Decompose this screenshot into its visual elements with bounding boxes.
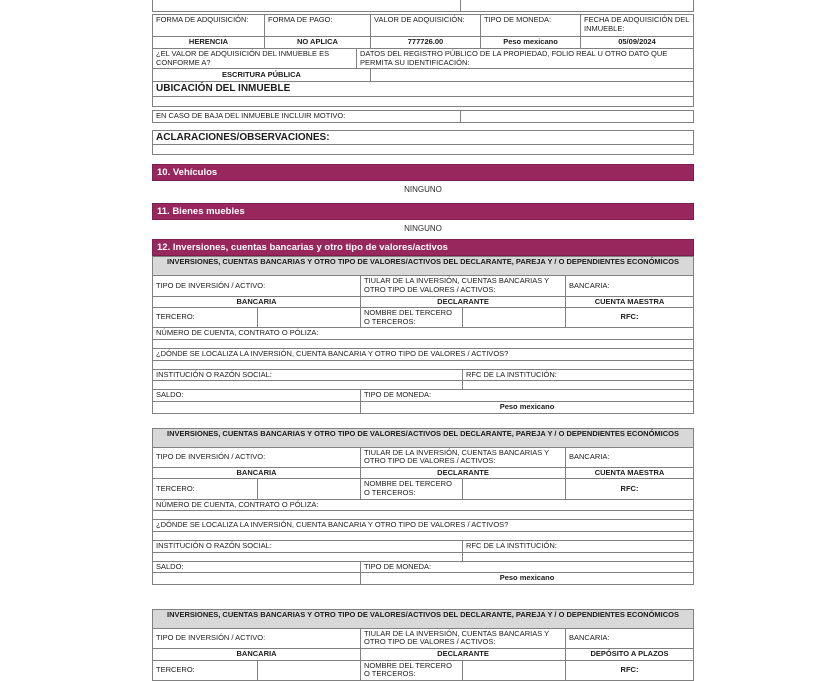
label-tipo-inversion: TIPO DE INVERSIÓN / ACTIVO: xyxy=(153,628,361,648)
value-tipo-inversion: BANCARIA xyxy=(153,649,361,661)
investment-block xyxy=(152,256,694,413)
label-tercero: TERCERO: xyxy=(153,479,258,499)
label-donde-localiza: ¿DÓNDE SE LOCALIZA LA INVERSIÓN, CUENTA BANCARIA Y OTRO TIPO DE VALORES / ACTIVOS? xyxy=(153,349,694,361)
value-titular: DECLARANTE xyxy=(361,296,566,308)
investment-header-table xyxy=(152,256,694,276)
label-saldo: SALDO: xyxy=(153,390,361,402)
label-bancaria: BANCARIA: xyxy=(566,447,694,467)
label-tipo-inversion: TIPO DE INVERSIÓN / ACTIVO: xyxy=(153,447,361,467)
label-institucion: INSTITUCIÓN O RAZÓN SOCIAL: xyxy=(153,369,463,381)
investment-balance-table xyxy=(152,561,694,585)
label-rfc-institucion: RFC DE LA INSTITUCIÓN: xyxy=(463,540,694,552)
label-nombre-tercero: NOMBRE DEL TERCERO O TERCEROS: xyxy=(361,479,463,499)
value-fecha-adquisicion: 05/09/2024 xyxy=(581,37,694,49)
label-rfc-institucion: RFC DE LA INSTITUCIÓN: xyxy=(463,369,694,381)
label-tercero: TERCERO: xyxy=(153,660,258,680)
top-partial-table xyxy=(152,0,694,12)
value-subtipo: DEPÓSITO A PLAZOS xyxy=(566,649,694,661)
investment-block xyxy=(152,609,694,681)
label-ubicacion-inmueble: UBICACIÓN DEL INMUEBLE xyxy=(153,82,694,97)
label-titular-inversion: TIULAR DE LA INVERSIÓN, CUENTAS BANCARIAS Y OTRO TIPO DE VALORES / ACTIVOS: xyxy=(361,276,566,296)
investment-block-header: INVERSIONES, CUENTAS BANCARIAS Y OTRO TIPO DE VALORES/ACTIVOS DEL DECLARANTE, PAREJA Y / O DEPENDIENTES ECONÓMICOS xyxy=(153,257,694,276)
investment-type-table xyxy=(152,275,694,308)
empty-cell xyxy=(463,479,566,499)
value-tipo-moneda: Peso mexicano xyxy=(481,37,581,49)
label-valor-conforme: ¿EL VALOR DE ADQUISICIÓN DEL INMUEBLE ES CONFORME A? xyxy=(153,49,357,69)
property-question-value-row xyxy=(152,68,694,82)
label-tipo-moneda: TIPO DE MONEDA: xyxy=(481,15,581,37)
label-forma-adquisicion: FORMA DE ADQUISICIÓN: xyxy=(153,15,265,37)
empty-cell xyxy=(258,308,361,328)
label-rfc: RFC: xyxy=(566,479,694,499)
empty-cell xyxy=(153,96,694,106)
investment-institution-table xyxy=(152,540,694,562)
section-bar-vehicles: 10. Vehículos xyxy=(152,164,694,181)
investment-header-table xyxy=(152,609,694,629)
label-tipo-inversion: TIPO DE INVERSIÓN / ACTIVO: xyxy=(153,276,361,296)
label-institucion: INSTITUCIÓN O RAZÓN SOCIAL: xyxy=(153,540,463,552)
empty-cell xyxy=(463,660,566,680)
label-saldo: SALDO: xyxy=(153,561,361,573)
value-forma-pago: NO APLICA xyxy=(265,37,371,49)
empty-cell xyxy=(461,0,694,12)
value-tipo-inversion: BANCARIA xyxy=(153,467,361,479)
investment-block-header: INVERSIONES, CUENTAS BANCARIAS Y OTRO TIPO DE VALORES/ACTIVOS DEL DECLARANTE, PAREJA Y / O DEPENDIENTES ECONÓMICOS xyxy=(153,428,694,447)
investment-type-table xyxy=(152,628,694,661)
property-location-header xyxy=(152,81,694,107)
investment-third-party-table xyxy=(152,307,694,328)
empty-cell xyxy=(258,479,361,499)
label-rfc: RFC: xyxy=(566,308,694,328)
value-titular: DECLARANTE xyxy=(361,467,566,479)
label-aclaraciones: ACLARACIONES/OBSERVACIONES: xyxy=(153,130,694,145)
label-registro-publico: DATOS DEL REGISTRO PÚBLICO DE LA PROPIEDAD, FOLIO REAL U OTRO DATO QUE PERMITA SU IDENTIFICACIÓN: xyxy=(357,49,694,69)
section-bar-investments: 12. Inversiones, cuentas bancarias y otro tipo de valores/activos xyxy=(152,239,694,256)
label-valor-adquisicion: VALOR DE ADQUISICIÓN: xyxy=(371,15,481,37)
empty-cell xyxy=(153,573,361,585)
investment-third-party-table xyxy=(152,478,694,499)
empty-cell xyxy=(153,401,361,413)
section-bar-furniture: 11. Bienes muebles xyxy=(152,203,694,220)
investment-balance-table xyxy=(152,389,694,413)
clarifications-table xyxy=(152,130,694,156)
empty-cell xyxy=(463,308,566,328)
label-bancaria: BANCARIA: xyxy=(566,628,694,648)
label-tipo-moneda: TIPO DE MONEDA: xyxy=(361,561,694,573)
label-nombre-tercero: NOMBRE DEL TERCERO O TERCEROS: xyxy=(361,660,463,680)
investment-third-party-table xyxy=(152,660,694,681)
value-moneda: Peso mexicano xyxy=(361,573,694,585)
property-acquisition-table xyxy=(152,14,694,49)
investment-header-table xyxy=(152,428,694,448)
empty-cell xyxy=(258,660,361,680)
vehicles-empty-value: NINGUNO xyxy=(404,185,442,195)
label-tipo-moneda: TIPO DE MONEDA: xyxy=(361,390,694,402)
empty-cell xyxy=(153,145,694,155)
empty-cell xyxy=(153,0,461,12)
value-tipo-inversion: BANCARIA xyxy=(153,296,361,308)
investment-where-table xyxy=(152,519,694,541)
label-bancaria: BANCARIA: xyxy=(566,276,694,296)
label-rfc: RFC: xyxy=(566,660,694,680)
declaration-document xyxy=(152,0,694,681)
value-escritura-publica: ESCRITURA PÚBLICA xyxy=(153,69,371,82)
value-subtipo: CUENTA MAESTRA xyxy=(566,467,694,479)
value-titular: DECLARANTE xyxy=(361,649,566,661)
label-tercero: TERCERO: xyxy=(153,308,258,328)
label-donde-localiza: ¿DÓNDE SE LOCALIZA LA INVERSIÓN, CUENTA BANCARIA Y OTRO TIPO DE VALORES / ACTIVOS? xyxy=(153,520,694,532)
label-numero-cuenta: NÚMERO DE CUENTA, CONTRATO O PÓLIZA: xyxy=(153,328,694,340)
value-valor-adquisicion: 777726.00 xyxy=(371,37,481,49)
empty-cell xyxy=(461,110,694,122)
property-removal-table xyxy=(152,110,694,123)
investment-block xyxy=(152,428,694,585)
investment-account-table xyxy=(152,327,694,349)
investment-type-table xyxy=(152,447,694,480)
property-question-row xyxy=(152,48,694,69)
label-baja-inmueble: EN CASO DE BAJA DEL INMUEBLE INCLUIR MOTIVO: xyxy=(153,110,461,122)
investment-institution-table xyxy=(152,369,694,391)
label-titular-inversion: TIULAR DE LA INVERSIÓN, CUENTAS BANCARIAS Y OTRO TIPO DE VALORES / ACTIVOS: xyxy=(361,447,566,467)
empty-cell xyxy=(371,69,694,82)
furniture-empty-value: NINGUNO xyxy=(404,224,442,234)
label-nombre-tercero: NOMBRE DEL TERCERO O TERCEROS: xyxy=(361,308,463,328)
value-moneda: Peso mexicano xyxy=(361,401,694,413)
investment-where-table xyxy=(152,348,694,370)
label-numero-cuenta: NÚMERO DE CUENTA, CONTRATO O PÓLIZA: xyxy=(153,499,694,511)
investment-block-header: INVERSIONES, CUENTAS BANCARIAS Y OTRO TIPO DE VALORES/ACTIVOS DEL DECLARANTE, PAREJA Y / O DEPENDIENTES ECONÓMICOS xyxy=(153,609,694,628)
investment-account-table xyxy=(152,499,694,521)
value-subtipo: CUENTA MAESTRA xyxy=(566,296,694,308)
label-forma-pago: FORMA DE PAGO: xyxy=(265,15,371,37)
value-forma-adquisicion: HERENCIA xyxy=(153,37,265,49)
label-fecha-adquisicion: FECHA DE ADQUISICIÓN DEL INMUEBLE: xyxy=(581,15,694,37)
label-titular-inversion: TIULAR DE LA INVERSIÓN, CUENTAS BANCARIAS Y OTRO TIPO DE VALORES / ACTIVOS: xyxy=(361,628,566,648)
